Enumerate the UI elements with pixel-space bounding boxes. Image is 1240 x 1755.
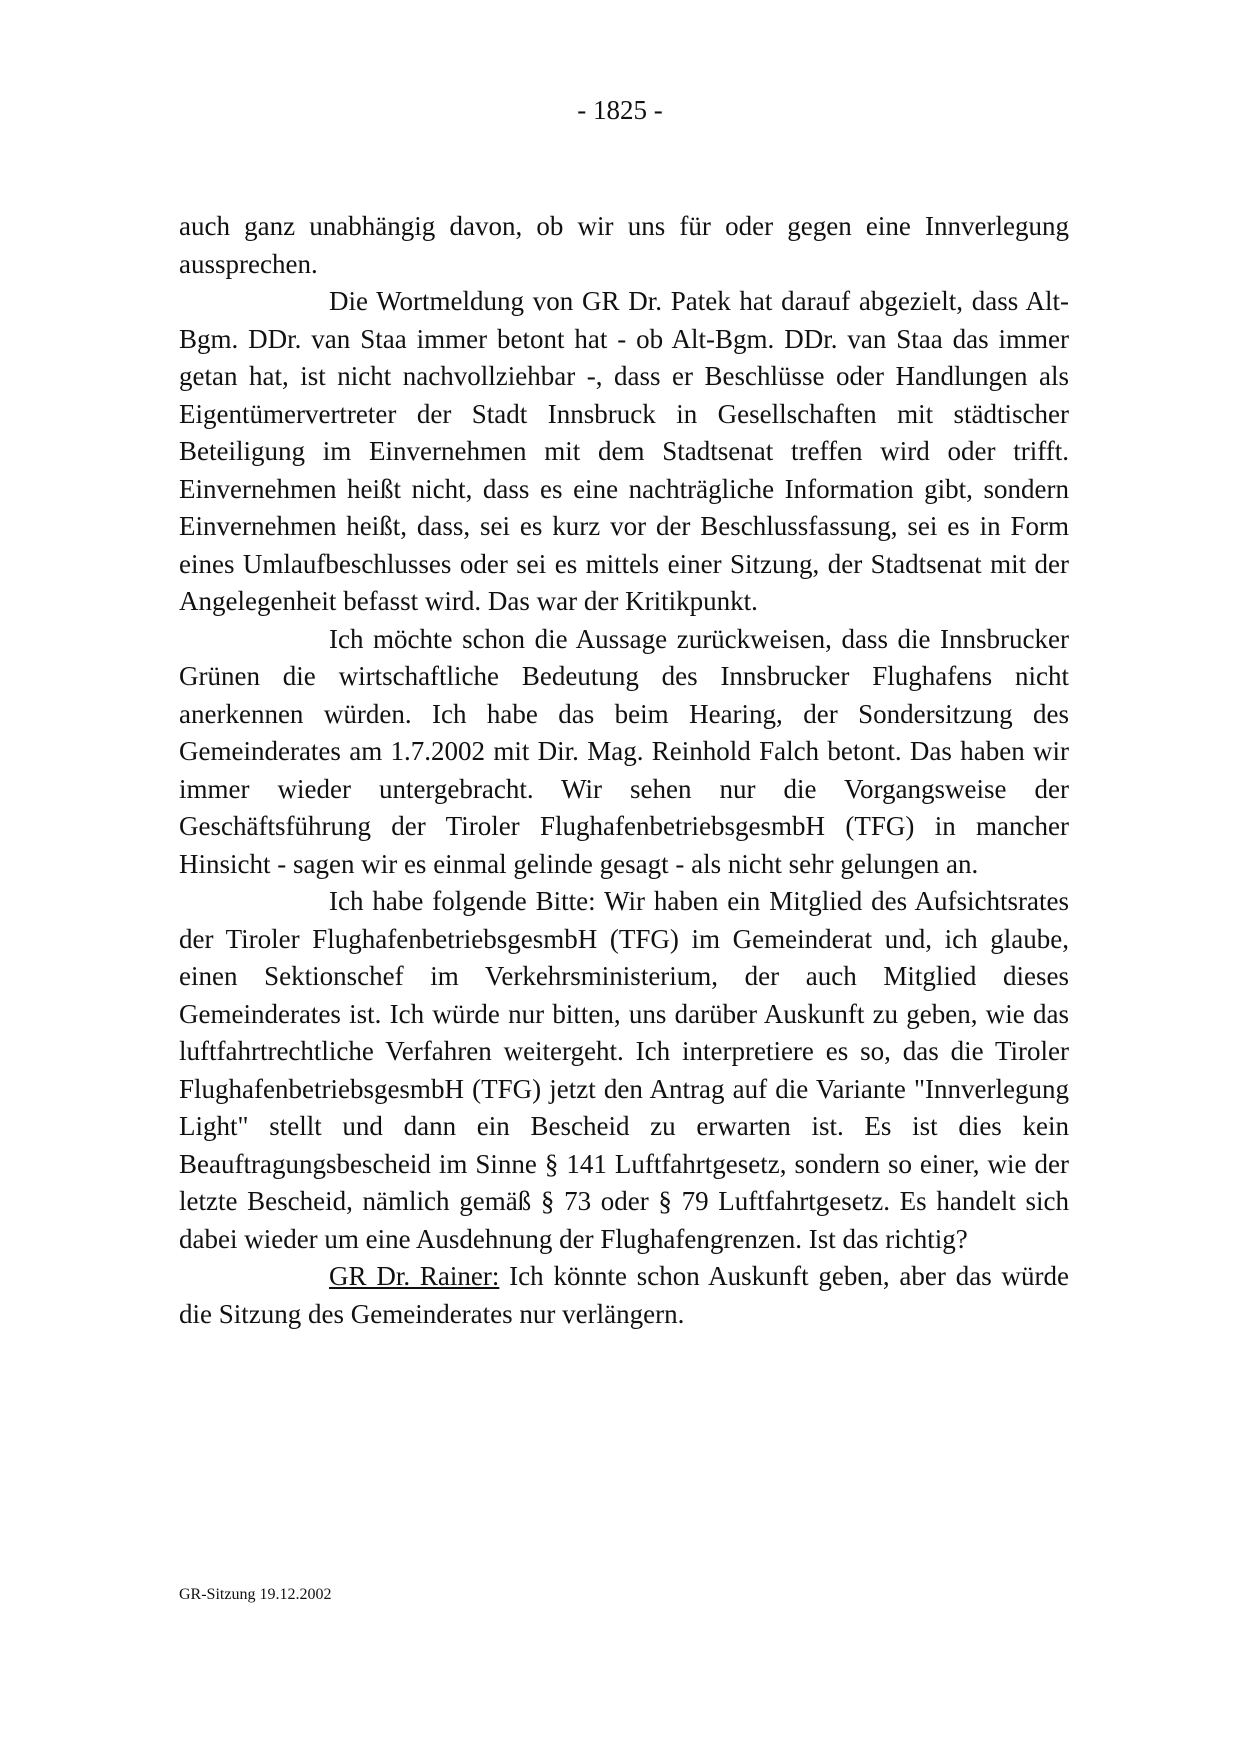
paragraph-bitte: Ich habe folgende Bitte: Wir haben ein Mitglied des Aufsichtsrates der Tiroler FlughafenbetriebsgesmbH (TFG) im Gemeinderat und, ich glaube, einen Sektionschef im Verkehrsministerium, der auch Mitglied dieses Gemeinderates ist. Ich würde nur bitten, uns darüber Auskunft zu geben, wie das luftfahrtrechtliche Verfahren weitergeht. Ich interpretiere es so, das die Tiroler FlughafenbetriebsgesmbH (TFG) jetzt den Antrag auf die Variante "Innverlegung Light" stellt und dann ein Bescheid zu erwarten ist. Es ist dies kein Beauftragungsbescheid im Sinne § 141 Luftfahrtgesetz, sondern so einer, wie der letzte Bescheid, nämlich gemäß § 73 oder § 79 Luftfahrtgesetz. Es handelt sich dabei wieder um eine Ausdehnung der Flughafengrenzen. Ist das richtig? bbox=[179, 886, 1069, 1254]
paragraph-continuation: auch ganz unabhängig davon, ob wir uns für oder gegen eine Innverlegung aussprechen. bbox=[179, 211, 1069, 279]
footer-session-label: GR-Sitzung 19.12.2002 bbox=[179, 1586, 332, 1603]
reply-text: Ich könnte schon Auskunft geben, aber das würde die Sitzung des Gemeinderates nur verlängern. bbox=[179, 1261, 1069, 1329]
paragraph-aussage: Ich möchte schon die Aussage zurückweisen, dass die Innsbrucker Grünen die wirtschaftliche Bedeutung des Innsbrucker Flughafens nicht anerkennen würden. Ich habe das beim Hearing, der Sondersitzung des Gemeinderates am 1.7.2002 mit Dir. Mag. Reinhold Falch betont. Das haben wir immer wieder untergebracht. Wir sehen nur die Vorgangsweise der Geschäftsführung der Tiroler FlughafenbetriebsgesmbH (TFG) in mancher Hinsicht - sagen wir es einmal gelinde gesagt - als nicht sehr gelungen an. bbox=[179, 623, 1069, 879]
paragraph-wortmeldung: Die Wortmeldung von GR Dr. Patek hat darauf abgezielt, dass Alt-Bgm. DDr. van Staa immer betont hat - ob Alt-Bgm. DDr. van Staa das immer getan hat, ist nicht nachvollziehbar -, dass er Beschlüsse oder Handlungen als Eigentümervertreter der Stadt Innsbruck in Gesellschaften mit städtischer Beteiligung im Einvernehmen mit dem Stadtsenat treffen wird oder trifft. Einvernehmen heißt nicht, dass es eine nachträgliche Information gibt, sondern Einvernehmen heißt, dass, sei es kurz vor der Beschlussfassung, sei es in Form eines Umlaufbeschlusses oder sei es mittels einer Sitzung, der Stadtsenat mit der Angelegenheit befasst wird. Das war der Kritikpunkt. bbox=[179, 286, 1069, 616]
document-body bbox=[179, 208, 1069, 1333]
page-number: - 1825 - bbox=[577, 95, 663, 125]
paragraph-reply bbox=[179, 1258, 1069, 1333]
speaker-name: GR Dr. Rainer: bbox=[329, 1261, 500, 1291]
